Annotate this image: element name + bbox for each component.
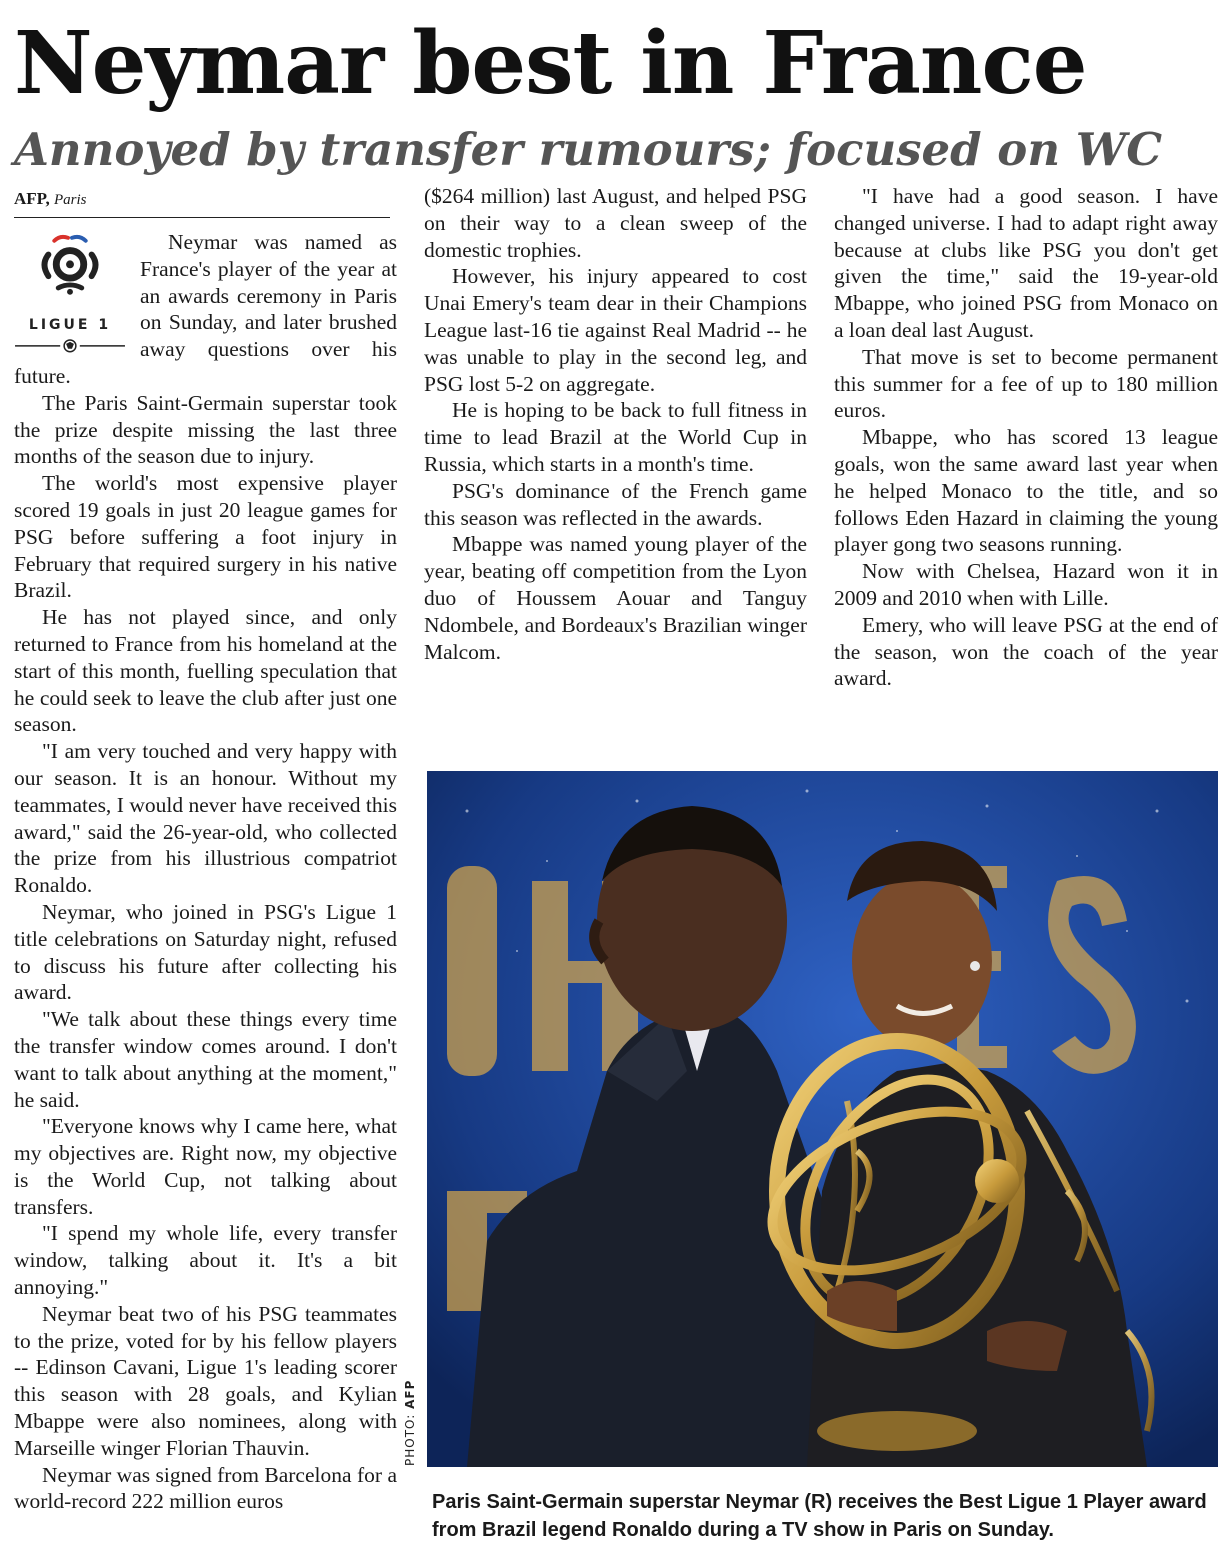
photo-credit-prefix: PHOTO: <box>403 1413 417 1466</box>
paragraph: Neymar was named as France's player of the year at an awards ceremony in Paris on Sunday, and later brushed away questions over his future. <box>14 230 397 388</box>
article-column-1 <box>14 229 397 1515</box>
article-column-2 <box>424 183 807 665</box>
paragraph: "I spend my whole life, every transfer window, talking about it. It's a bit annoying." <box>14 1221 397 1300</box>
paragraph: "Everyone knows why I came here, what my objectives are. Right now, my objective is the World Cup, not talking about transfers. <box>14 1114 397 1219</box>
paragraph: Mbappe was named young player of the year, beating off competition from the Lyon duo of Houssem Aouar and Tanguy Ndombele, and Bordeaux's Brazilian winger Malcom. <box>424 532 807 664</box>
subheadline: Annoyed by transfer rumours; focused on WC <box>14 123 1163 176</box>
article-column-3 <box>834 183 1218 692</box>
photo-credit-agency: AFP <box>403 1379 417 1409</box>
ligue1-emblem-icon <box>30 229 110 310</box>
paragraph: Neymar, who joined in PSG's Ligue 1 title celebrations on Saturday night, refused to discuss his future after collecting his award. <box>14 899 397 1005</box>
paragraph: That move is set to become permanent this summer for a fee of up to 180 million euros. <box>834 344 1218 423</box>
paragraph: Emery, who will leave PSG at the end of the season, won the coach of the year award. <box>834 612 1218 691</box>
paragraph: ($264 million) last August, and helped PSG on their way to a clean sweep of the domestic trophies. <box>424 184 807 262</box>
ligue1-logo <box>14 229 126 354</box>
paragraph: Now with Chelsea, Hazard won it in 2009 and 2010 when with Lille. <box>834 559 1218 610</box>
paragraph: PSG's dominance of the French game this season was reflected in the awards. <box>424 478 807 530</box>
award-ceremony-image <box>427 771 1218 1467</box>
byline-agency: AFP, <box>14 189 50 208</box>
paragraph: The world's most expensive player scored 19 goals in just 20 league games for PSG before suffering a foot injury in February that required surgery in his native Brazil. <box>14 471 397 603</box>
paragraph: Neymar beat two of his PSG teammates to the prize, voted for by his fellow players -- Edinson Cavani, Ligue 1's leading scorer this season with 28 goals, and Kylian Mbappe were also nominees, along with Marseille winger Florian Thauvin. <box>14 1301 397 1460</box>
byline-place: Paris <box>54 192 87 208</box>
paragraph: Mbappe, who has scored 13 league goals, won the same award last year when he helped Monaco to the title, and so follows Eden Hazard in claiming the young player gong two seasons running. <box>834 425 1218 557</box>
photo-credit <box>403 1379 417 1466</box>
ball-divider-icon <box>14 338 126 354</box>
paragraph: "I am very touched and very happy with our season. It is an honour. Without my teammates, I would never have received this award," said the 26-year-old, who collected the prize from his illustrious compatriot Ronaldo. <box>14 739 397 898</box>
paragraph: Neymar was signed from Barcelona for a world-record 222 million euros <box>14 1462 397 1514</box>
paragraph: The Paris Saint-Germain superstar took the prize despite missing the last three months of the season due to injury. <box>14 390 397 469</box>
award-photo <box>427 771 1218 1467</box>
paragraph: He has not played since, and only returned to France from his homeland at the start of this month, fuelling speculation that he could seek to leave the club after just one season. <box>14 605 397 737</box>
paragraph: "We talk about these things every time the transfer window comes around. I don't want to talk about anything at the moment," he said. <box>14 1007 397 1112</box>
byline <box>14 188 390 218</box>
paragraph: "I have had a good season. I have changed universe. I had to adapt right away because at clubs like PSG you don't get given the time," said the 19-year-old Mbappe, who joined PSG from Monaco on a loan deal last August. <box>834 184 1218 342</box>
ligue1-wordmark: LIGUE 1 <box>28 316 112 333</box>
paragraph: He is hoping to be back to full fitness in time to lead Brazil at the World Cup in Russia, which starts in a month's time. <box>424 398 807 476</box>
photo-caption: Paris Saint-Germain superstar Neymar (R) receives the Best Ligue 1 Player award from Brazil legend Ronaldo during a TV show in Paris on Sunday. <box>432 1491 1207 1541</box>
headline: Neymar best in France <box>14 13 1087 114</box>
paragraph: However, his injury appeared to cost Unai Emery's team dear in their Champions League last-16 tie against Real Madrid -- he was unable to play in the second leg, and PSG lost 5-2 on aggregate. <box>424 264 807 396</box>
